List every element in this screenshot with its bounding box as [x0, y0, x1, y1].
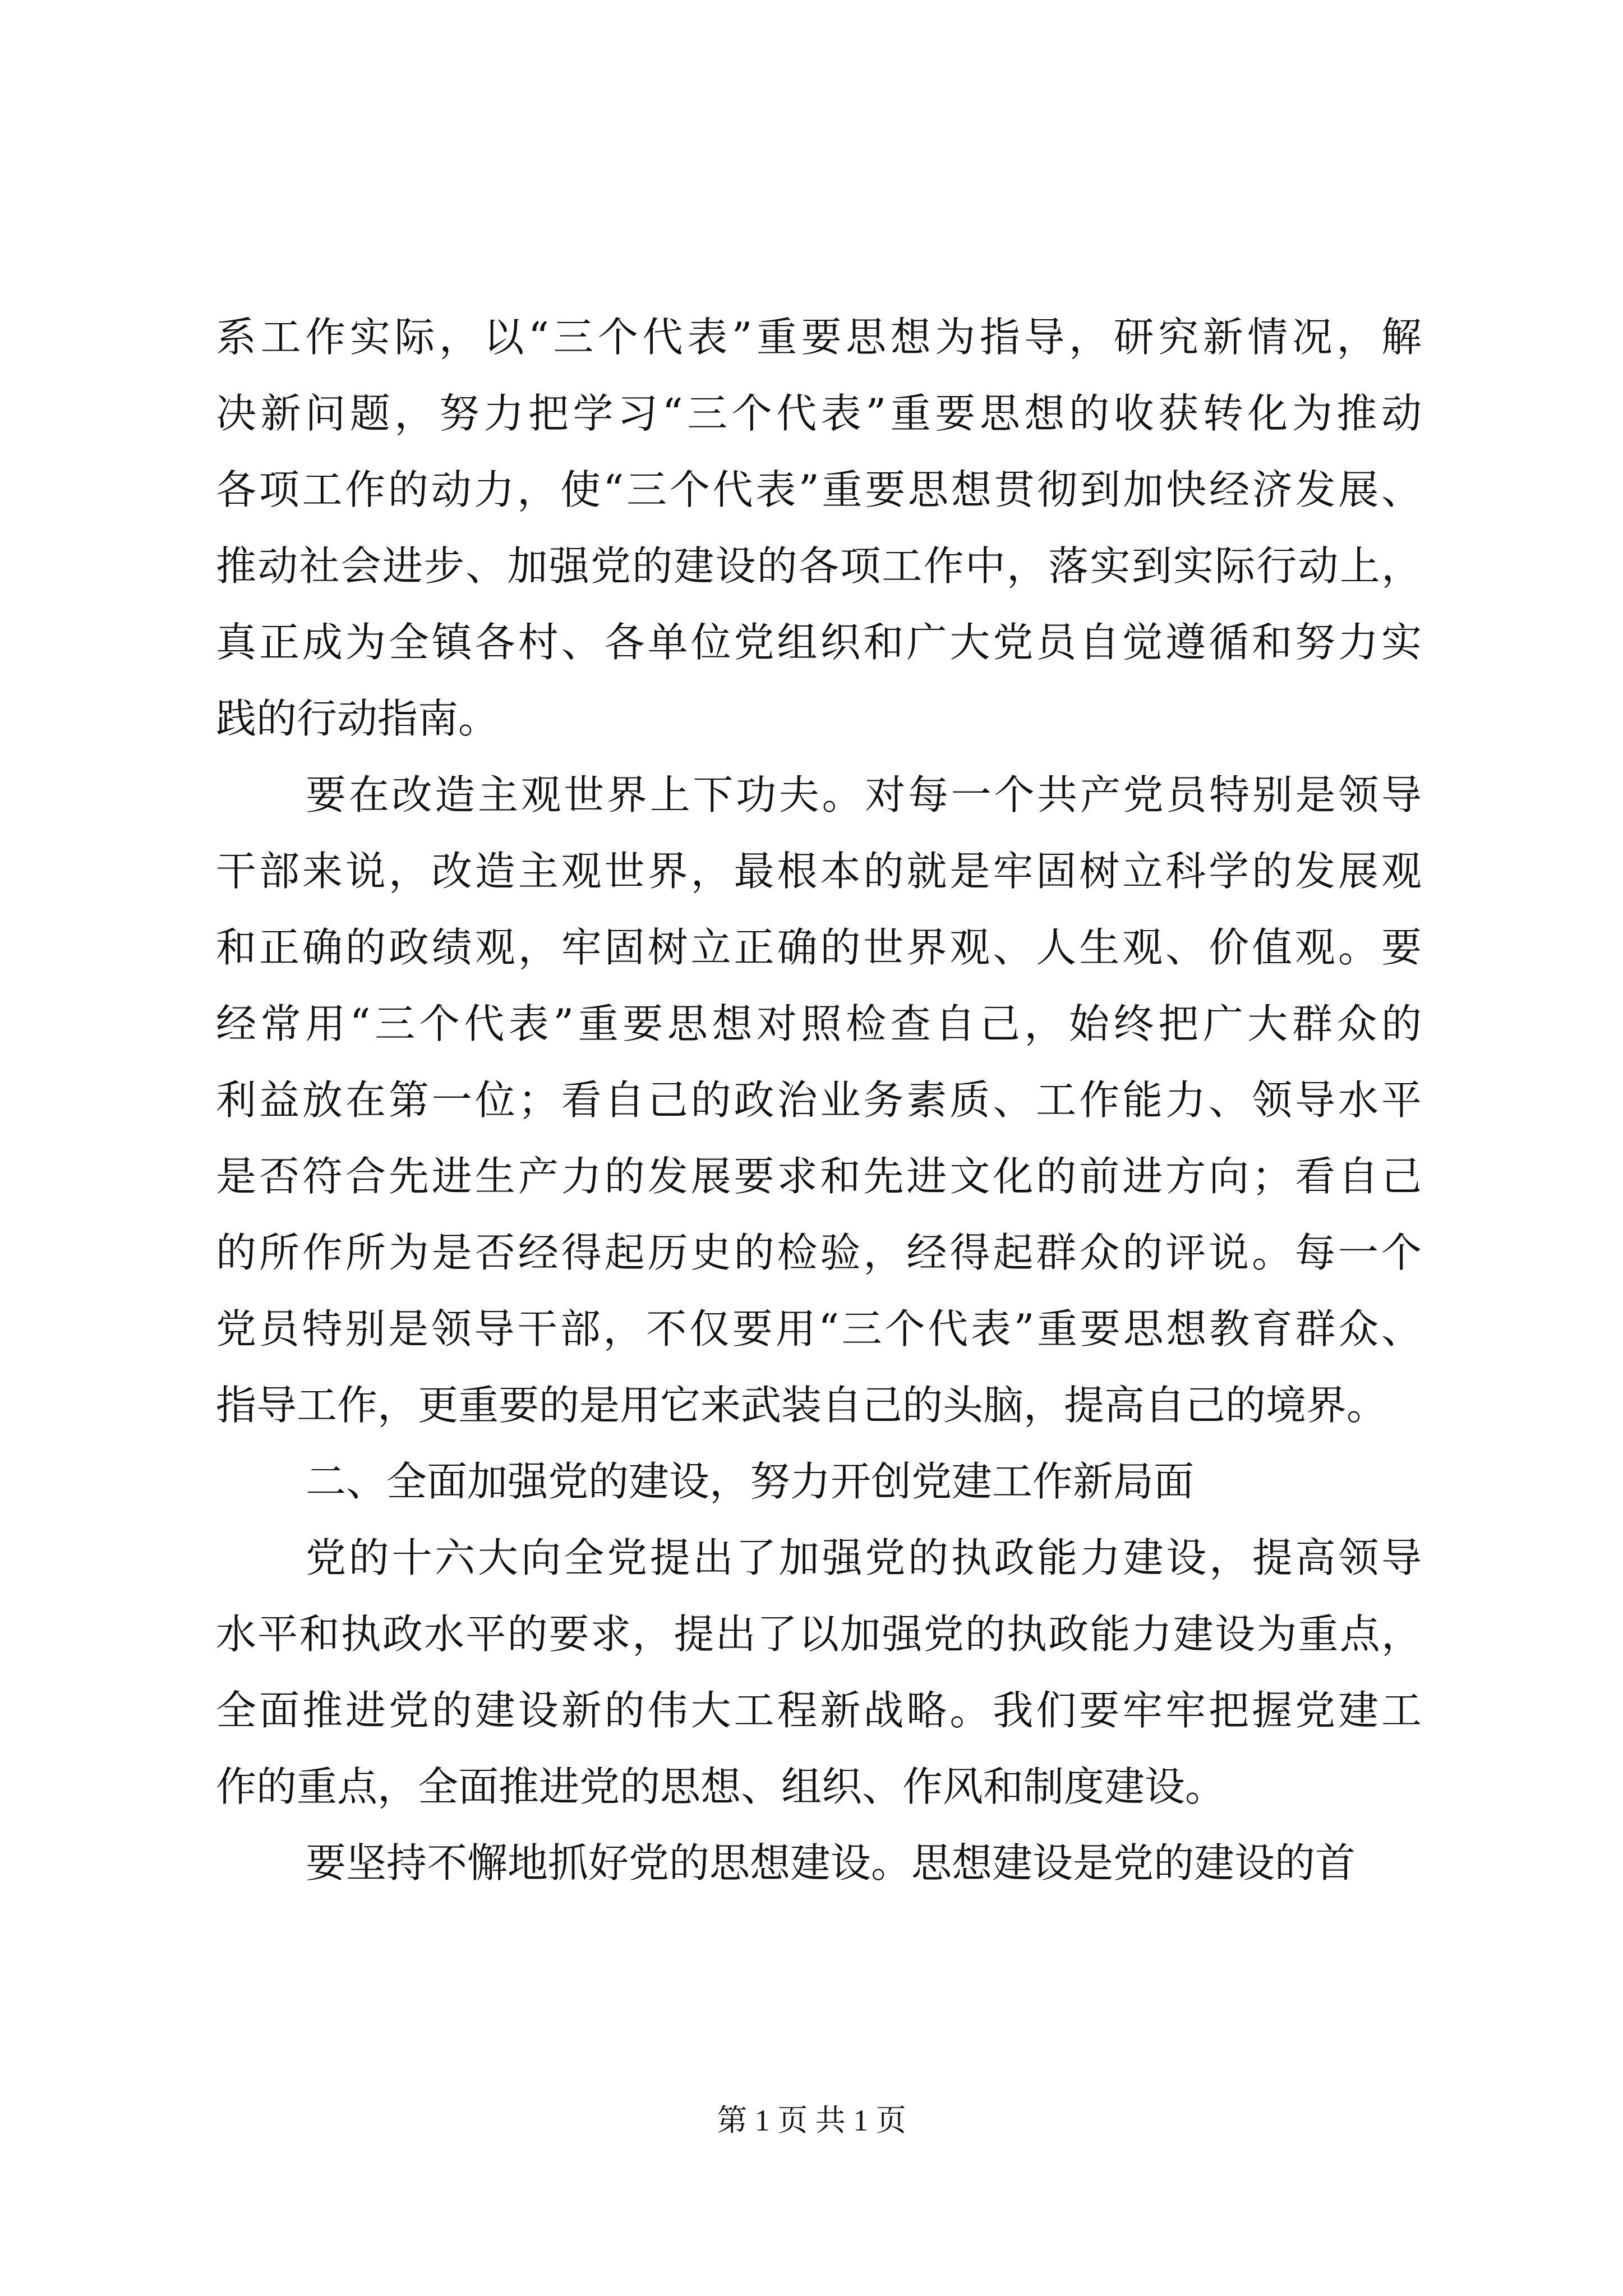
paragraph-line: 党员特别是领导干部，不仅要用“三个代表”重要思想教育群众、 [216, 1305, 1422, 1352]
paragraph-line: 真正成为全镇各村、各单位党组织和广大党员自觉遵循和努力实 [216, 619, 1422, 666]
paragraph-line: 践的行动指南。 [216, 695, 499, 742]
paragraph-line: 全面推进党的建设新的伟大工程新战略。我们要牢牢把握党建工 [216, 1687, 1422, 1734]
paragraph-line: 各项工作的动力，使“三个代表”重要思想贯彻到加快经济发展、 [216, 466, 1422, 513]
paragraph-line: 要在改造主观世界上下功夫。对每一个共产党员特别是领导 [306, 771, 1422, 818]
paragraph-line: 作的重点，全面推进党的思想、组织、作风和制度建设。 [216, 1763, 1226, 1810]
paragraph-line: 干部来说，改造主观世界，最根本的就是牢固树立科学的发展观 [216, 848, 1422, 895]
paragraph-line: 二、全面加强党的建设，努力开创党建工作新局面 [306, 1458, 1195, 1505]
paragraph-line: 决新问题，努力把学习“三个代表”重要思想的收获转化为推动 [216, 390, 1422, 437]
paragraph-line: 是否符合先进生产力的发展要求和先进文化的前进方向；看自己 [216, 1153, 1422, 1200]
paragraph-line: 的所作所为是否经得起历史的检验，经得起群众的评说。每一个 [216, 1229, 1422, 1276]
paragraph-line: 系工作实际，以“三个代表”重要思想为指导，研究新情况，解 [216, 314, 1422, 361]
paragraph-line: 要坚持不懈地抓好党的思想建设。思想建设是党的建设的首 [306, 1839, 1356, 1887]
paragraph-line: 经常用“三个代表”重要思想对照检查自己，始终把广大群众的 [216, 1000, 1422, 1047]
paragraph-line: 推动社会进步、加强党的建设的各项工作中，落实到实际行动上， [216, 542, 1422, 590]
document-body [216, 299, 1422, 1901]
paragraph-line: 利益放在第一位；看自己的政治业务素质、工作能力、领导水平 [216, 1076, 1422, 1124]
page-footer: 第 1 页 共 1 页 [717, 2104, 906, 2137]
paragraph-line: 党的十六大向全党提出了加强党的执政能力建设，提高领导 [306, 1534, 1422, 1581]
paragraph-line: 和正确的政绩观，牢固树立正确的世界观、人生观、价值观。要 [216, 924, 1422, 971]
paragraph-line: 水平和执政水平的要求，提出了以加强党的执政能力建设为重点， [216, 1611, 1422, 1658]
paragraph-line: 指导工作，更重要的是用它来武装自己的头脑，提高自己的境界。 [216, 1382, 1387, 1429]
